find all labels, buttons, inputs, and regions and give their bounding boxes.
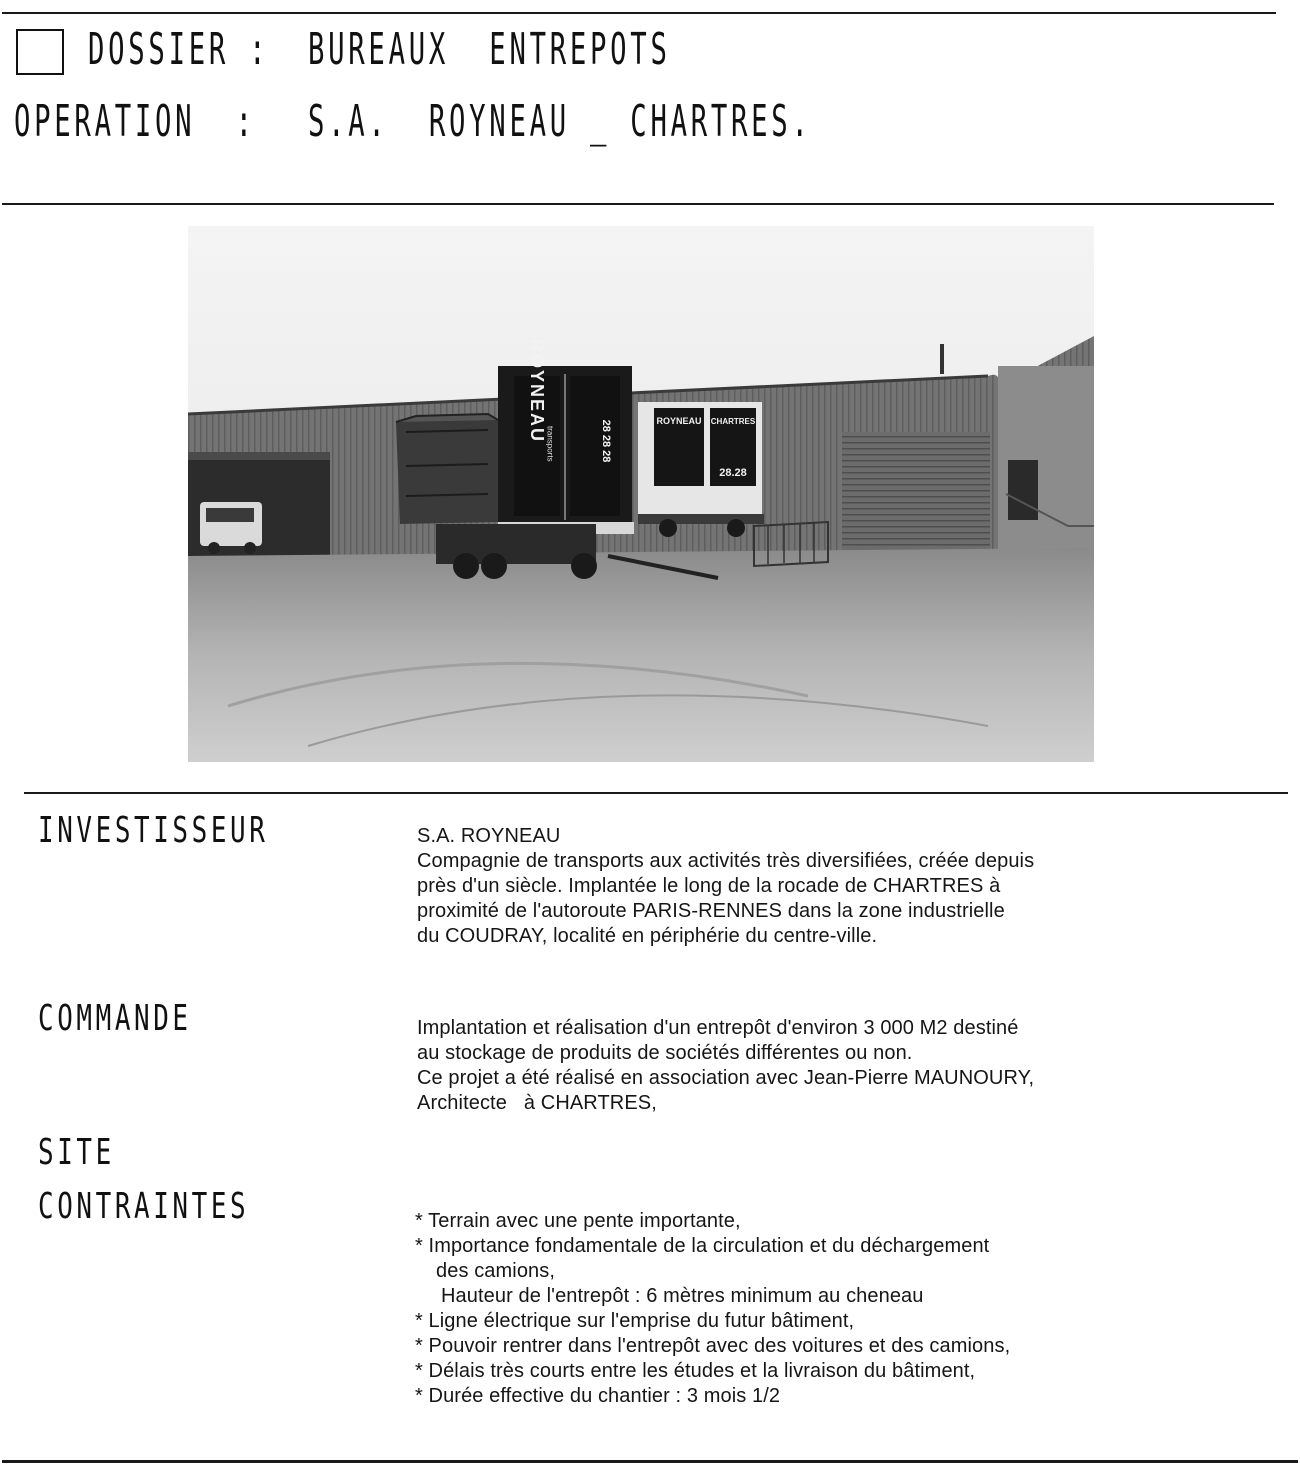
- roller-door: [842, 432, 990, 550]
- investisseur-text: [417, 824, 1177, 949]
- trailer-right-brand: ROYNEAU: [656, 416, 702, 426]
- dossier-label: DOSSIER :: [88, 24, 270, 75]
- contrainte-item: * Pouvoir rentrer dans l'entrepôt avec des voitures et des camions,: [415, 1335, 1011, 1357]
- contrainte-item: * Importance fondamentale de la circulation et du déchargement: [415, 1235, 990, 1257]
- trailer-right-city: CHARTRES: [710, 417, 756, 426]
- trailer-left-phone: 28 28 28: [600, 419, 612, 463]
- page-bottom-rule: [2, 1460, 1298, 1463]
- contrainte-item: * Durée effective du chantier : 3 mois 1/2: [415, 1385, 781, 1407]
- investisseur-line: du COUDRAY, localité en périphérie du centre-ville.: [417, 925, 878, 947]
- commande-line: Implantation et réalisation d'un entrepôt d'environ 3 000 M2 destiné: [417, 1017, 1019, 1039]
- operation-label: OPERATION :: [14, 96, 256, 147]
- commande-line: Architecte à CHARTRES,: [417, 1092, 657, 1114]
- investisseur-line: S.A. ROYNEAU: [417, 825, 561, 847]
- top-rule: [2, 12, 1276, 14]
- dossier-checkbox[interactable]: [16, 29, 64, 75]
- dossier-value: BUREAUX ENTREPOTS: [308, 24, 671, 75]
- trailer-right: [638, 402, 764, 537]
- commande-line: Ce projet a été réalisé en association avec Jean-Pierre MAUNOURY,: [417, 1067, 1035, 1089]
- contrainte-item: * Terrain avec une pente importante,: [415, 1210, 741, 1232]
- investisseur-line: près d'un siècle. Implantée le long de la rocade de CHARTRES à: [417, 875, 1001, 897]
- operation-value: S.A. ROYNEAU _ CHARTRES.: [308, 96, 812, 147]
- contrainte-item: * Ligne électrique sur l'emprise du futur bâtiment,: [415, 1310, 855, 1332]
- trailer-left-sub: transports: [545, 426, 555, 462]
- yard-ground: [188, 548, 1094, 762]
- header-bottom-rule: [2, 203, 1274, 205]
- photo-bottom-rule: [24, 792, 1288, 794]
- commande-text: [417, 1016, 1177, 1116]
- site-heading: SITE: [38, 1132, 115, 1173]
- contraintes-heading: CONTRAINTES: [38, 1186, 250, 1227]
- trailer-right-phone: 28.28: [719, 467, 747, 479]
- investisseur-line: proximité de l'autoroute PARIS-RENNES dans la zone industrielle: [417, 900, 1005, 922]
- contrainte-item-note: Hauteur de l'entrepôt : 6 mètres minimum au cheneau: [441, 1285, 924, 1307]
- commande-heading: COMMANDE: [38, 998, 192, 1039]
- trailer-left-brand: ROYNEAU: [527, 338, 547, 444]
- contraintes-list: [415, 1209, 1175, 1409]
- warehouse-photo: [188, 226, 1094, 762]
- investisseur-line: Compagnie de transports aux activités très diversifiées, créée depuis: [417, 850, 1035, 872]
- commande-line: au stockage de produits de sociétés différentes ou non.: [417, 1042, 913, 1064]
- contrainte-item-continuation: des camions,: [436, 1260, 556, 1282]
- contrainte-item: * Délais très courts entre les études et la livraison du bâtiment,: [415, 1360, 976, 1382]
- investisseur-heading: INVESTISSEUR: [38, 810, 269, 851]
